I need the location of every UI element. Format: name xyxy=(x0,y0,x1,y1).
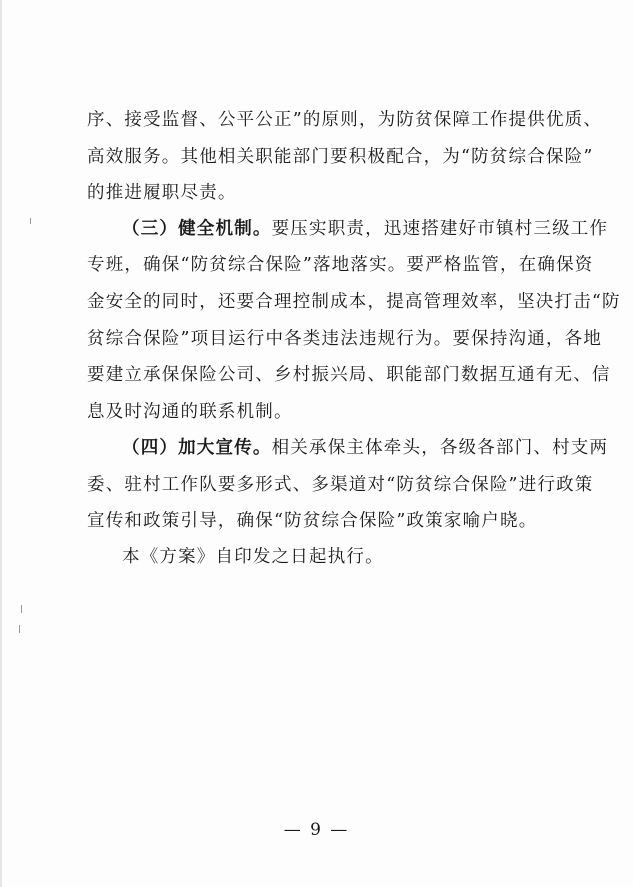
page-edge xyxy=(0,0,2,887)
text-line-1: 序、接受监督、公平公正”的原则，为防贫保障工作提供优质、 xyxy=(87,110,603,130)
scan-mark xyxy=(30,218,31,224)
scan-mark xyxy=(19,625,20,633)
scan-mark xyxy=(21,605,22,613)
closing-line: 本《方案》自印发之日起执行。 xyxy=(122,547,384,567)
paragraph-4-heading: （四）加大宣传。 xyxy=(122,438,272,458)
paragraph-4-first-line xyxy=(122,436,608,460)
text-line-5: 专班，确保“防贫综合保险”落地落实。要严格监管，在确保资 xyxy=(87,255,594,275)
text-line-3: 的推进履职尽责。 xyxy=(87,183,237,203)
text-line-12: 宣传和政策引导，确保“防贫综合保险”政策家喻户晓。 xyxy=(87,511,538,531)
text-line-6: 金安全的同时，还要合理控制成本，提高管理效率，坚决打击“防 xyxy=(87,292,621,312)
paragraph-3-lead-text: 要压实职责，迅速搭建好市镇村三级工作 xyxy=(271,219,609,239)
paragraph-3-heading: （三）健全机制。 xyxy=(122,219,272,239)
page-number: — 9 — xyxy=(283,820,350,840)
paragraph-4-lead-text: 相关承保主体牵头，各级各部门、村支两 xyxy=(271,438,609,458)
text-line-11: 委、驻村工作队要多形式、多渠道对“防贫综合保险”进行政策 xyxy=(87,475,594,495)
text-line-7: 贫综合保险”项目运行中各类违法违规行为。要保持沟通，各地 xyxy=(87,329,603,349)
text-line-2: 高效服务。其他相关职能部门要积极配合，为“防贫综合保险” xyxy=(87,147,594,167)
text-line-8: 要建立承保保险公司、乡村振兴局、职能部门数据互通有无、信 xyxy=(87,365,611,385)
text-line-9: 息及时沟通的联系机制。 xyxy=(87,402,293,422)
paragraph-3-first-line xyxy=(122,217,608,241)
